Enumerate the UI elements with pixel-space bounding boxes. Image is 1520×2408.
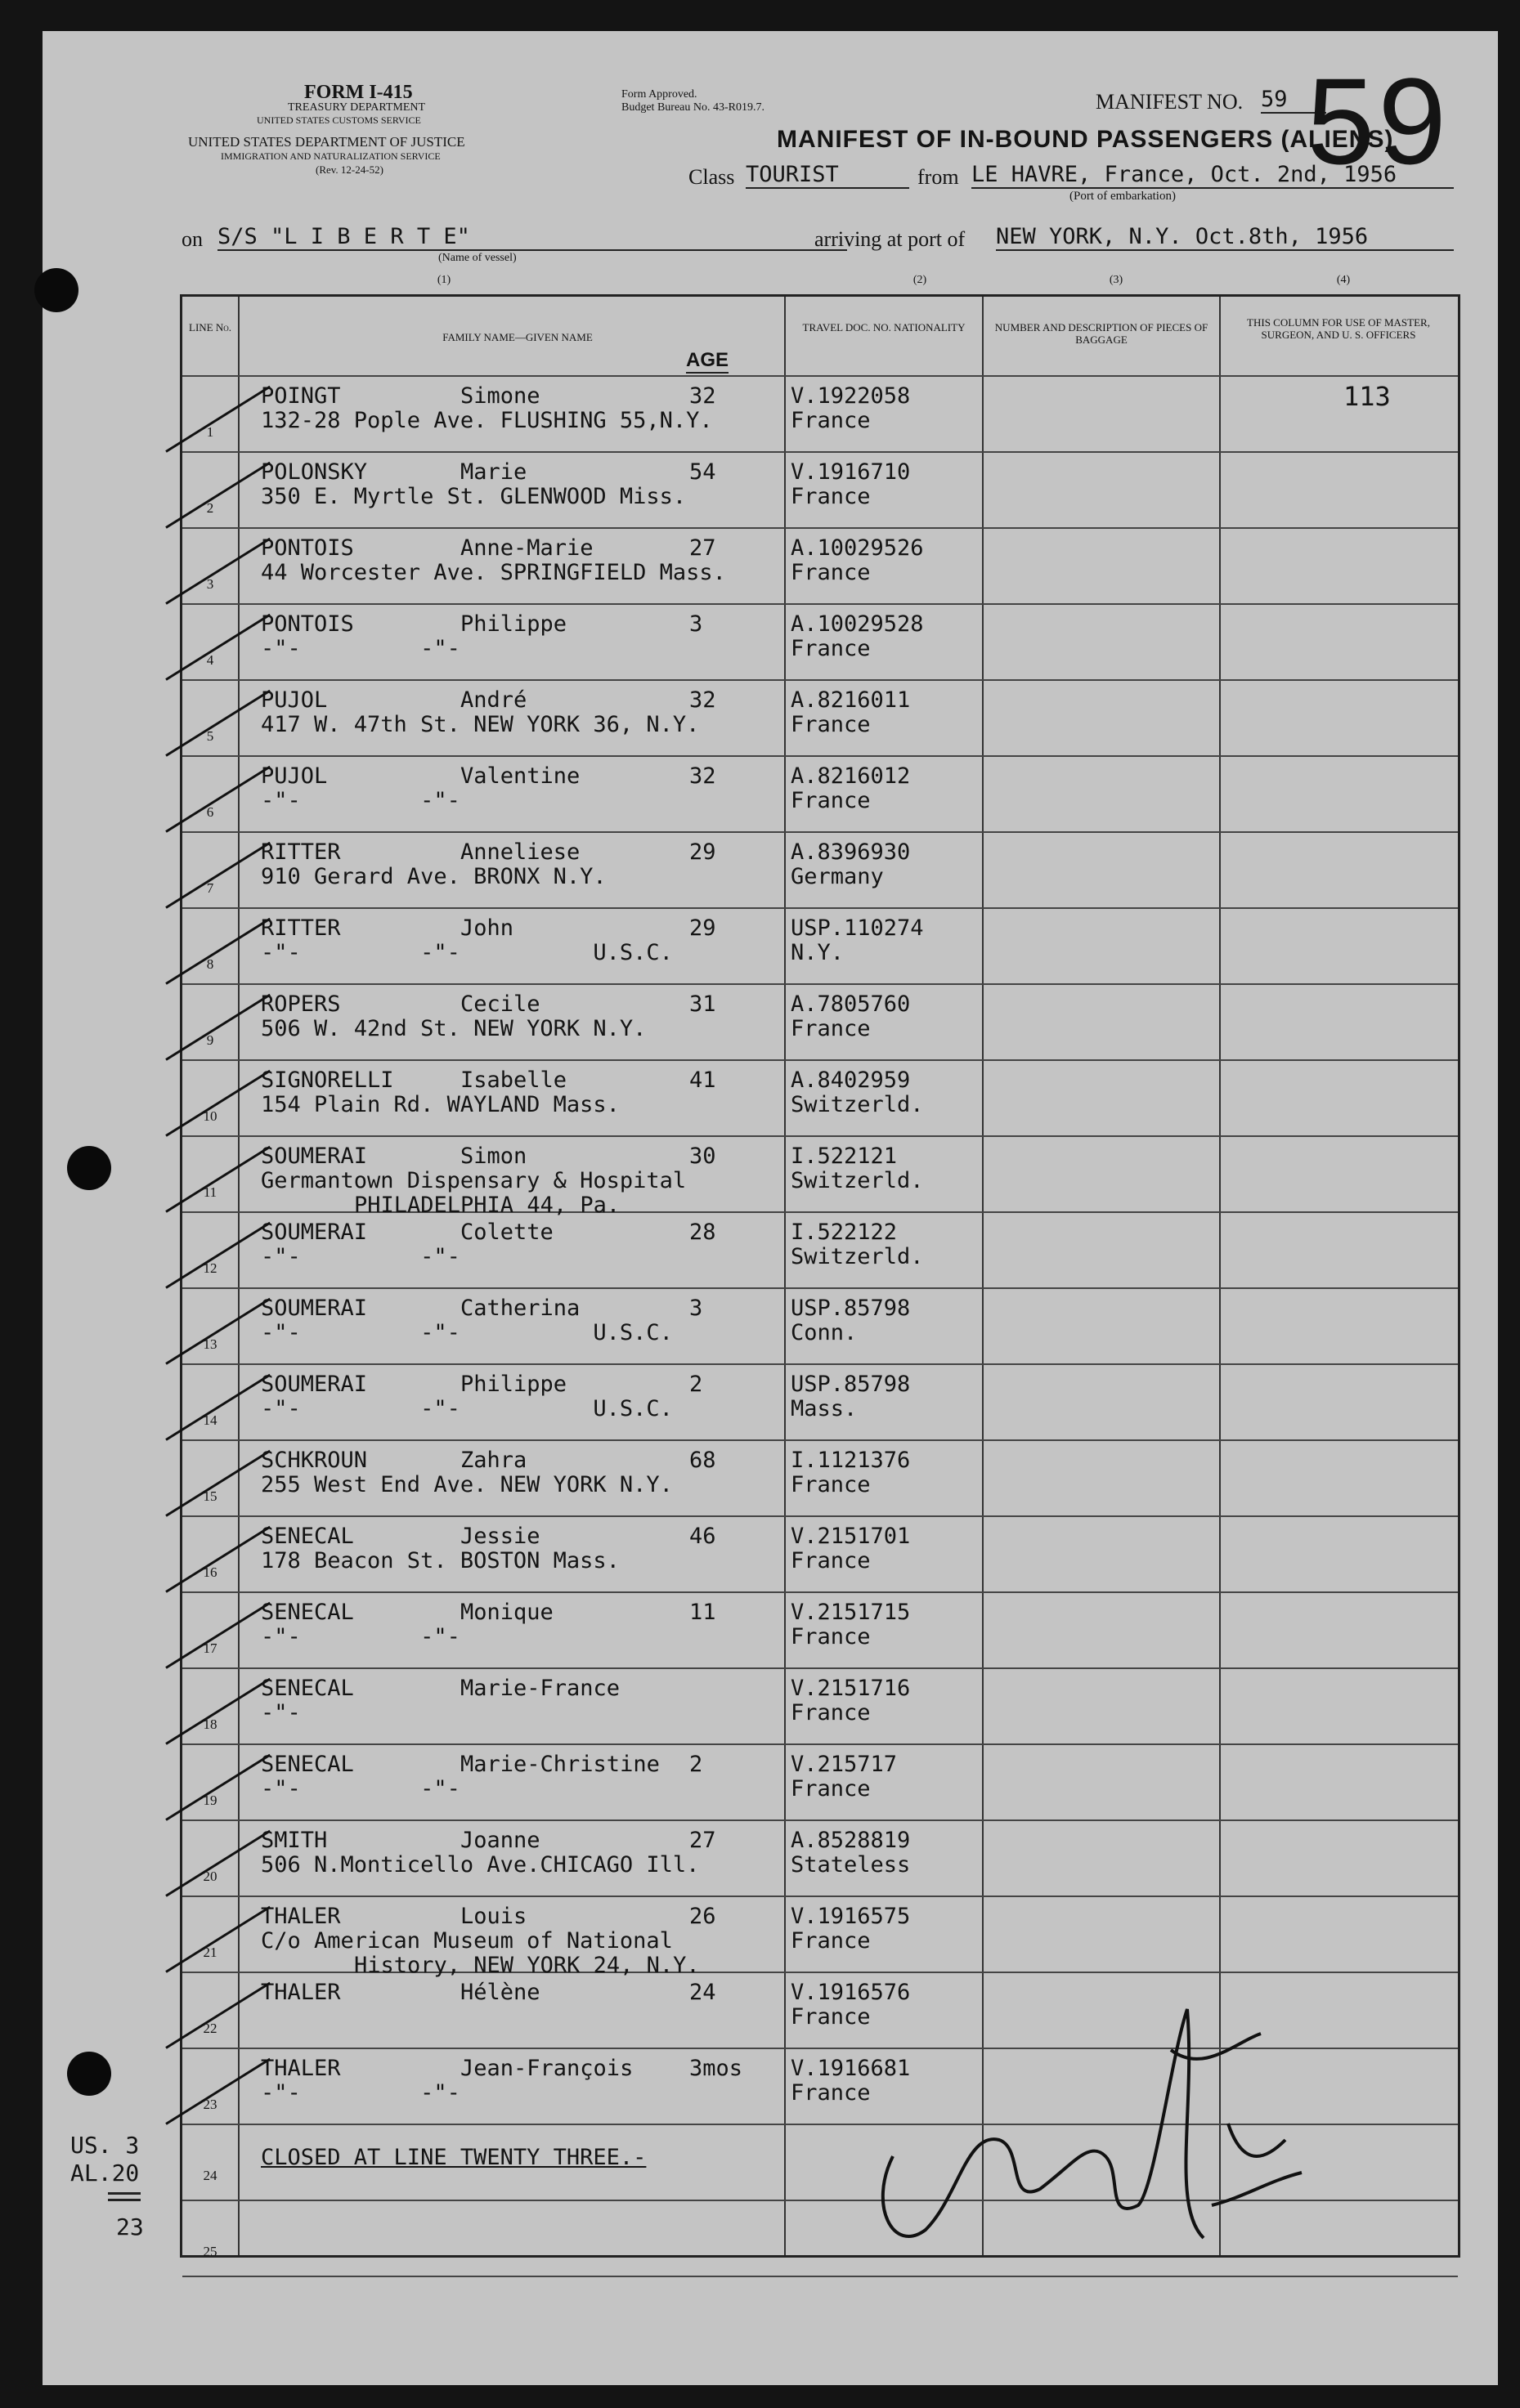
nationality: France bbox=[791, 712, 871, 737]
address: 506 W. 42nd St. NEW YORK N.Y. bbox=[261, 1016, 647, 1041]
margin-note-line3: 23 bbox=[116, 2213, 144, 2240]
budget-bureau: Budget Bureau No. 43-R019.7. bbox=[621, 101, 764, 114]
manifest-no-label: MANIFEST NO. bbox=[1096, 90, 1244, 114]
family-name: SOUMERAI bbox=[261, 1144, 368, 1169]
travel-doc-no: V.1916576 bbox=[791, 1980, 911, 2005]
ins-label: IMMIGRATION AND NATURALIZATION SERVICE bbox=[221, 150, 441, 162]
nationality: France bbox=[791, 1776, 871, 1802]
form-approved: Form Approved. bbox=[621, 88, 697, 101]
line-no-header: LINE No. bbox=[189, 321, 231, 333]
travel-doc-no: V.1916575 bbox=[791, 1904, 911, 1929]
check-mark bbox=[165, 1602, 271, 1669]
manifest-title: MANIFEST OF IN-BOUND PASSENGERS (ALIENS) bbox=[777, 126, 1394, 153]
check-mark bbox=[165, 994, 271, 1061]
travel-doc-no: USP.110274 bbox=[791, 915, 924, 941]
check-mark bbox=[165, 1070, 271, 1137]
age: 29 bbox=[689, 839, 716, 865]
manifest-no-value: 59 bbox=[1261, 87, 1326, 114]
punch-hole bbox=[67, 1146, 111, 1190]
family-name: SMITH bbox=[261, 1828, 328, 1853]
line-number: 11 bbox=[203, 1184, 217, 1200]
margin-note-rule bbox=[108, 2199, 141, 2201]
family-name: POLONSKY bbox=[261, 459, 368, 485]
given-name: Louis bbox=[460, 1904, 527, 1929]
class-label: Class bbox=[688, 165, 735, 189]
officers-header: THIS COLUMN FOR USE OF MASTER, SURGEON, AND U. S. OFFICERS bbox=[1247, 316, 1430, 341]
age: 41 bbox=[689, 1067, 716, 1093]
age-header: AGE bbox=[686, 349, 729, 374]
row-divider bbox=[182, 1135, 1458, 1137]
check-mark bbox=[165, 1450, 271, 1517]
row-divider bbox=[182, 1363, 1458, 1365]
given-name: Cecile bbox=[460, 991, 540, 1017]
line-number: 1 bbox=[206, 424, 214, 440]
family-name: ROPERS bbox=[261, 991, 341, 1017]
line-number: 23 bbox=[203, 2097, 217, 2112]
line-number: 16 bbox=[203, 1564, 217, 1580]
line-number: 6 bbox=[206, 804, 214, 820]
row-divider bbox=[182, 1439, 1458, 1441]
manifest-big-number: 59 bbox=[1307, 52, 1450, 190]
col-divider bbox=[784, 297, 786, 2255]
margin-note-rule bbox=[108, 2192, 141, 2195]
address: Germantown Dispensary & Hospital bbox=[261, 1168, 687, 1193]
age: 29 bbox=[689, 915, 716, 941]
age: 2 bbox=[689, 1752, 703, 1777]
address: -"- -"- bbox=[261, 788, 460, 813]
given-name: Monique bbox=[460, 1600, 554, 1625]
given-name: Catherina bbox=[460, 1296, 581, 1321]
baggage-header: NUMBER AND DESCRIPTION OF PIECES OF BAGGAGE bbox=[994, 321, 1208, 346]
address: -"- -"- bbox=[261, 1244, 460, 1269]
travel-doc-no: A.8396930 bbox=[791, 839, 911, 865]
given-name: Marie-Christine bbox=[460, 1752, 660, 1777]
line-number: 20 bbox=[203, 1869, 217, 1884]
family-name: SOUMERAI bbox=[261, 1372, 368, 1397]
nationality: France bbox=[791, 1928, 871, 1954]
family-name: RITTER bbox=[261, 915, 341, 941]
nationality: France bbox=[791, 1472, 871, 1497]
travel-doc-no: A.8216011 bbox=[791, 687, 911, 713]
nationality: Conn. bbox=[791, 1320, 858, 1345]
given-name: André bbox=[460, 687, 527, 713]
family-name: SENECAL bbox=[261, 1676, 354, 1701]
age: 31 bbox=[689, 991, 716, 1017]
check-mark bbox=[165, 1222, 271, 1289]
nationality: N.Y. bbox=[791, 940, 845, 965]
family-name: SENECAL bbox=[261, 1752, 354, 1777]
family-name: SIGNORELLI bbox=[261, 1067, 394, 1093]
check-mark bbox=[165, 1982, 271, 2049]
travel-doc-no: V.1922058 bbox=[791, 383, 911, 409]
line-number: 10 bbox=[203, 1108, 217, 1124]
address: C/o American Museum of National bbox=[261, 1928, 673, 1954]
travel-doc-no: V.1916710 bbox=[791, 459, 911, 485]
age: 27 bbox=[689, 535, 716, 561]
given-name: Valentine bbox=[460, 763, 581, 789]
travel-doc-no: A.10029526 bbox=[791, 535, 924, 561]
line-number: 2 bbox=[206, 500, 214, 516]
given-name: Anneliese bbox=[460, 839, 581, 865]
travel-doc-no: A.10029528 bbox=[791, 611, 924, 637]
address: 154 Plain Rd. WAYLAND Mass. bbox=[261, 1092, 620, 1117]
check-mark bbox=[165, 614, 271, 681]
margin-note-line1: US. 3 bbox=[70, 2132, 140, 2159]
arriving-label: arriving at port of bbox=[814, 227, 966, 251]
check-mark bbox=[165, 1906, 271, 1973]
closing-statement: CLOSED AT LINE TWENTY THREE.- bbox=[261, 2145, 647, 2170]
from-value: LE HAVRE, France, Oct. 2nd, 1956 bbox=[971, 162, 1454, 189]
line-number: 15 bbox=[203, 1488, 217, 1504]
row-divider bbox=[182, 2276, 1458, 2277]
family-name: PONTOIS bbox=[261, 535, 354, 561]
family-name: SCHKROUN bbox=[261, 1448, 368, 1473]
row-divider bbox=[182, 983, 1458, 985]
row-divider bbox=[182, 451, 1458, 453]
check-mark bbox=[165, 1298, 271, 1365]
family-name: THALER bbox=[261, 1904, 341, 1929]
check-mark bbox=[165, 766, 271, 833]
family-name: POINGT bbox=[261, 383, 341, 409]
line-number: 17 bbox=[203, 1640, 217, 1656]
row-divider bbox=[182, 1591, 1458, 1593]
travel-doc-no: A.7805760 bbox=[791, 991, 911, 1017]
travel-doc-no: I.1121376 bbox=[791, 1448, 911, 1473]
line-number: 19 bbox=[203, 1793, 217, 1808]
nationality: France bbox=[791, 1700, 871, 1725]
check-mark bbox=[165, 1526, 271, 1593]
age: 32 bbox=[689, 383, 716, 409]
vessel-caption: (Name of vessel) bbox=[438, 252, 517, 264]
age: 32 bbox=[689, 687, 716, 713]
travel-doc-no: I.522122 bbox=[791, 1220, 898, 1245]
check-mark bbox=[165, 386, 271, 453]
line-number: 13 bbox=[203, 1336, 217, 1352]
travel-doc-no: V.2151701 bbox=[791, 1524, 911, 1549]
family-name: RITTER bbox=[261, 839, 341, 865]
nationality: Switzerld. bbox=[791, 1244, 924, 1269]
address: -"- -"- bbox=[261, 1776, 460, 1802]
line-number: 21 bbox=[203, 1945, 217, 1960]
port-embark-caption: (Port of embarkation) bbox=[1069, 190, 1176, 203]
age: 3mos bbox=[689, 2056, 743, 2081]
row-divider bbox=[182, 907, 1458, 909]
name-header: FAMILY NAME—GIVEN NAME bbox=[442, 331, 593, 343]
age: 3 bbox=[689, 1296, 703, 1321]
address: -"- bbox=[261, 1700, 301, 1725]
class-value: TOURIST bbox=[746, 162, 909, 189]
line-number: 25 bbox=[203, 2244, 217, 2259]
line-number: 9 bbox=[206, 1032, 214, 1048]
travel-doc-no: V.215717 bbox=[791, 1752, 898, 1777]
row-divider bbox=[182, 375, 1458, 377]
age: 3 bbox=[689, 611, 703, 637]
family-name: SOUMERAI bbox=[261, 1220, 368, 1245]
age: 27 bbox=[689, 1828, 716, 1853]
check-mark bbox=[165, 1374, 271, 1441]
address-line2: PHILADELPHIA 44, Pa. bbox=[354, 1193, 621, 1218]
check-mark bbox=[165, 2058, 271, 2125]
check-mark bbox=[165, 1146, 271, 1213]
travel-doc-no: A.8402959 bbox=[791, 1067, 911, 1093]
row-divider bbox=[182, 1059, 1458, 1061]
given-name: Simone bbox=[460, 383, 540, 409]
given-name: Marie-France bbox=[460, 1676, 621, 1701]
address: 255 West End Ave. NEW YORK N.Y. bbox=[261, 1472, 673, 1497]
address: 506 N.Monticello Ave.CHICAGO Ill. bbox=[261, 1852, 700, 1878]
nationality: France bbox=[791, 2080, 871, 2106]
punch-hole bbox=[67, 2052, 111, 2096]
punch-hole bbox=[34, 268, 78, 312]
on-label: on bbox=[182, 227, 203, 251]
age: 24 bbox=[689, 1980, 716, 2005]
check-mark bbox=[165, 1830, 271, 1897]
address: -"- -"- U.S.C. bbox=[261, 1320, 673, 1345]
given-name: John bbox=[460, 915, 514, 941]
row-divider bbox=[182, 1515, 1458, 1517]
address: -"- -"- bbox=[261, 2080, 460, 2106]
age: 11 bbox=[689, 1600, 716, 1625]
address: -"- -"- bbox=[261, 636, 460, 661]
given-name: Marie bbox=[460, 459, 527, 485]
age: 32 bbox=[689, 763, 716, 789]
family-name: SENECAL bbox=[261, 1524, 354, 1549]
row-divider bbox=[182, 1667, 1458, 1669]
nationality: France bbox=[791, 1548, 871, 1573]
col-num-4: (4) bbox=[1336, 274, 1351, 286]
line-number: 3 bbox=[206, 576, 214, 592]
given-name: Philippe bbox=[460, 611, 567, 637]
family-name: SENECAL bbox=[261, 1600, 354, 1625]
travel-doc-no: V.2151715 bbox=[791, 1600, 911, 1625]
travel-doc-no: A.8528819 bbox=[791, 1828, 911, 1853]
col-divider bbox=[238, 297, 240, 2255]
check-mark bbox=[165, 462, 271, 529]
row-divider bbox=[182, 603, 1458, 605]
travel-doc-no: USP.85798 bbox=[791, 1296, 911, 1321]
row-divider bbox=[182, 1743, 1458, 1745]
vessel-name: S/S "L I B E R T E" bbox=[217, 224, 847, 251]
address-line2: History, NEW YORK 24, N.Y. bbox=[354, 1953, 700, 1978]
travel-doc-no: USP.85798 bbox=[791, 1372, 911, 1397]
address: 44 Worcester Ave. SPRINGFIELD Mass. bbox=[261, 560, 726, 585]
row-divider bbox=[182, 755, 1458, 757]
treasury-label: TREASURY DEPARTMENT bbox=[288, 101, 426, 114]
check-mark bbox=[165, 538, 271, 605]
family-name: PONTOIS bbox=[261, 611, 354, 637]
officer-signature bbox=[860, 1960, 1318, 2271]
check-mark bbox=[165, 1754, 271, 1821]
travel-doc-no: V.2151716 bbox=[791, 1676, 911, 1701]
col-num-1: (1) bbox=[437, 274, 451, 286]
given-name: Zahra bbox=[460, 1448, 527, 1473]
check-mark bbox=[165, 918, 271, 985]
given-name: Simon bbox=[460, 1144, 527, 1169]
address: 417 W. 47th St. NEW YORK 36, N.Y. bbox=[261, 712, 700, 737]
address: 178 Beacon St. BOSTON Mass. bbox=[261, 1548, 620, 1573]
nationality: Switzerld. bbox=[791, 1092, 924, 1117]
age: 46 bbox=[689, 1524, 716, 1549]
nationality: France bbox=[791, 1624, 871, 1649]
row-divider bbox=[182, 1819, 1458, 1821]
family-name: SOUMERAI bbox=[261, 1296, 368, 1321]
col-num-2: (2) bbox=[912, 274, 927, 286]
travel-doc-no: I.522121 bbox=[791, 1144, 898, 1169]
given-name: Joanne bbox=[460, 1828, 540, 1853]
row-divider bbox=[182, 527, 1458, 529]
check-mark bbox=[165, 842, 271, 909]
travel-doc-no: A.8216012 bbox=[791, 763, 911, 789]
line-number: 5 bbox=[206, 728, 214, 744]
form-number: FORM I-415 bbox=[304, 82, 413, 103]
line-number: 8 bbox=[206, 956, 214, 972]
nationality: France bbox=[791, 484, 871, 509]
manifest-page bbox=[43, 31, 1498, 2385]
age: 2 bbox=[689, 1372, 703, 1397]
age: 26 bbox=[689, 1904, 716, 1929]
age: 68 bbox=[689, 1448, 716, 1473]
age: 30 bbox=[689, 1144, 716, 1169]
row-divider bbox=[182, 1287, 1458, 1289]
line-number: 12 bbox=[203, 1260, 217, 1276]
row-divider bbox=[182, 1896, 1458, 1897]
justice-label: UNITED STATES DEPARTMENT OF JUSTICE bbox=[188, 134, 465, 150]
address: 910 Gerard Ave. BRONX N.Y. bbox=[261, 864, 607, 889]
given-name: Colette bbox=[460, 1220, 554, 1245]
age: 28 bbox=[689, 1220, 716, 1245]
nationality: France bbox=[791, 408, 871, 433]
nationality: France bbox=[791, 788, 871, 813]
address: -"- -"- U.S.C. bbox=[261, 940, 673, 965]
check-mark bbox=[165, 1678, 271, 1745]
nationality: Switzerld. bbox=[791, 1168, 924, 1193]
nationality: Germany bbox=[791, 864, 884, 889]
family-name: THALER bbox=[261, 2056, 341, 2081]
check-mark bbox=[165, 690, 271, 757]
family-name: THALER bbox=[261, 1980, 341, 2005]
given-name: Hélène bbox=[460, 1980, 540, 2005]
address: 132-28 Pople Ave. FLUSHING 55,N.Y. bbox=[261, 408, 713, 433]
from-label: from bbox=[917, 165, 959, 189]
nationality: France bbox=[791, 1016, 871, 1041]
given-name: Anne-Marie bbox=[460, 535, 594, 561]
arrival-value: NEW YORK, N.Y. Oct.8th, 1956 bbox=[996, 224, 1454, 251]
address: -"- -"- bbox=[261, 1624, 460, 1649]
address: -"- -"- U.S.C. bbox=[261, 1396, 673, 1421]
line-number: 22 bbox=[203, 2021, 217, 2036]
nationality: Stateless bbox=[791, 1852, 911, 1878]
given-name: Philippe bbox=[460, 1372, 567, 1397]
line-number: 18 bbox=[203, 1716, 217, 1732]
rev-label: (Rev. 12-24-52) bbox=[316, 163, 383, 176]
nationality: France bbox=[791, 560, 871, 585]
officer-note: 113 bbox=[1343, 381, 1391, 412]
family-name: PUJOL bbox=[261, 763, 328, 789]
line-number: 4 bbox=[206, 652, 214, 668]
col-num-3: (3) bbox=[1109, 274, 1123, 286]
given-name: Jean-François bbox=[460, 2056, 634, 2081]
row-divider bbox=[182, 679, 1458, 681]
age: 54 bbox=[689, 459, 716, 485]
given-name: Jessie bbox=[460, 1524, 540, 1549]
travel-doc-header: TRAVEL DOC. NO. NATIONALITY bbox=[802, 321, 966, 333]
address: 350 E. Myrtle St. GLENWOOD Miss. bbox=[261, 484, 687, 509]
nationality: France bbox=[791, 2004, 871, 2030]
travel-doc-no: V.1916681 bbox=[791, 2056, 911, 2081]
given-name: Isabelle bbox=[460, 1067, 567, 1093]
customs-label: UNITED STATES CUSTOMS SERVICE bbox=[257, 114, 421, 126]
nationality: France bbox=[791, 636, 871, 661]
margin-note-line2: AL.20 bbox=[70, 2160, 140, 2186]
line-number: 14 bbox=[203, 1412, 217, 1428]
family-name: PUJOL bbox=[261, 687, 328, 713]
line-number: 7 bbox=[206, 880, 214, 896]
nationality: Mass. bbox=[791, 1396, 858, 1421]
line-number: 24 bbox=[203, 2168, 217, 2183]
row-divider bbox=[182, 831, 1458, 833]
